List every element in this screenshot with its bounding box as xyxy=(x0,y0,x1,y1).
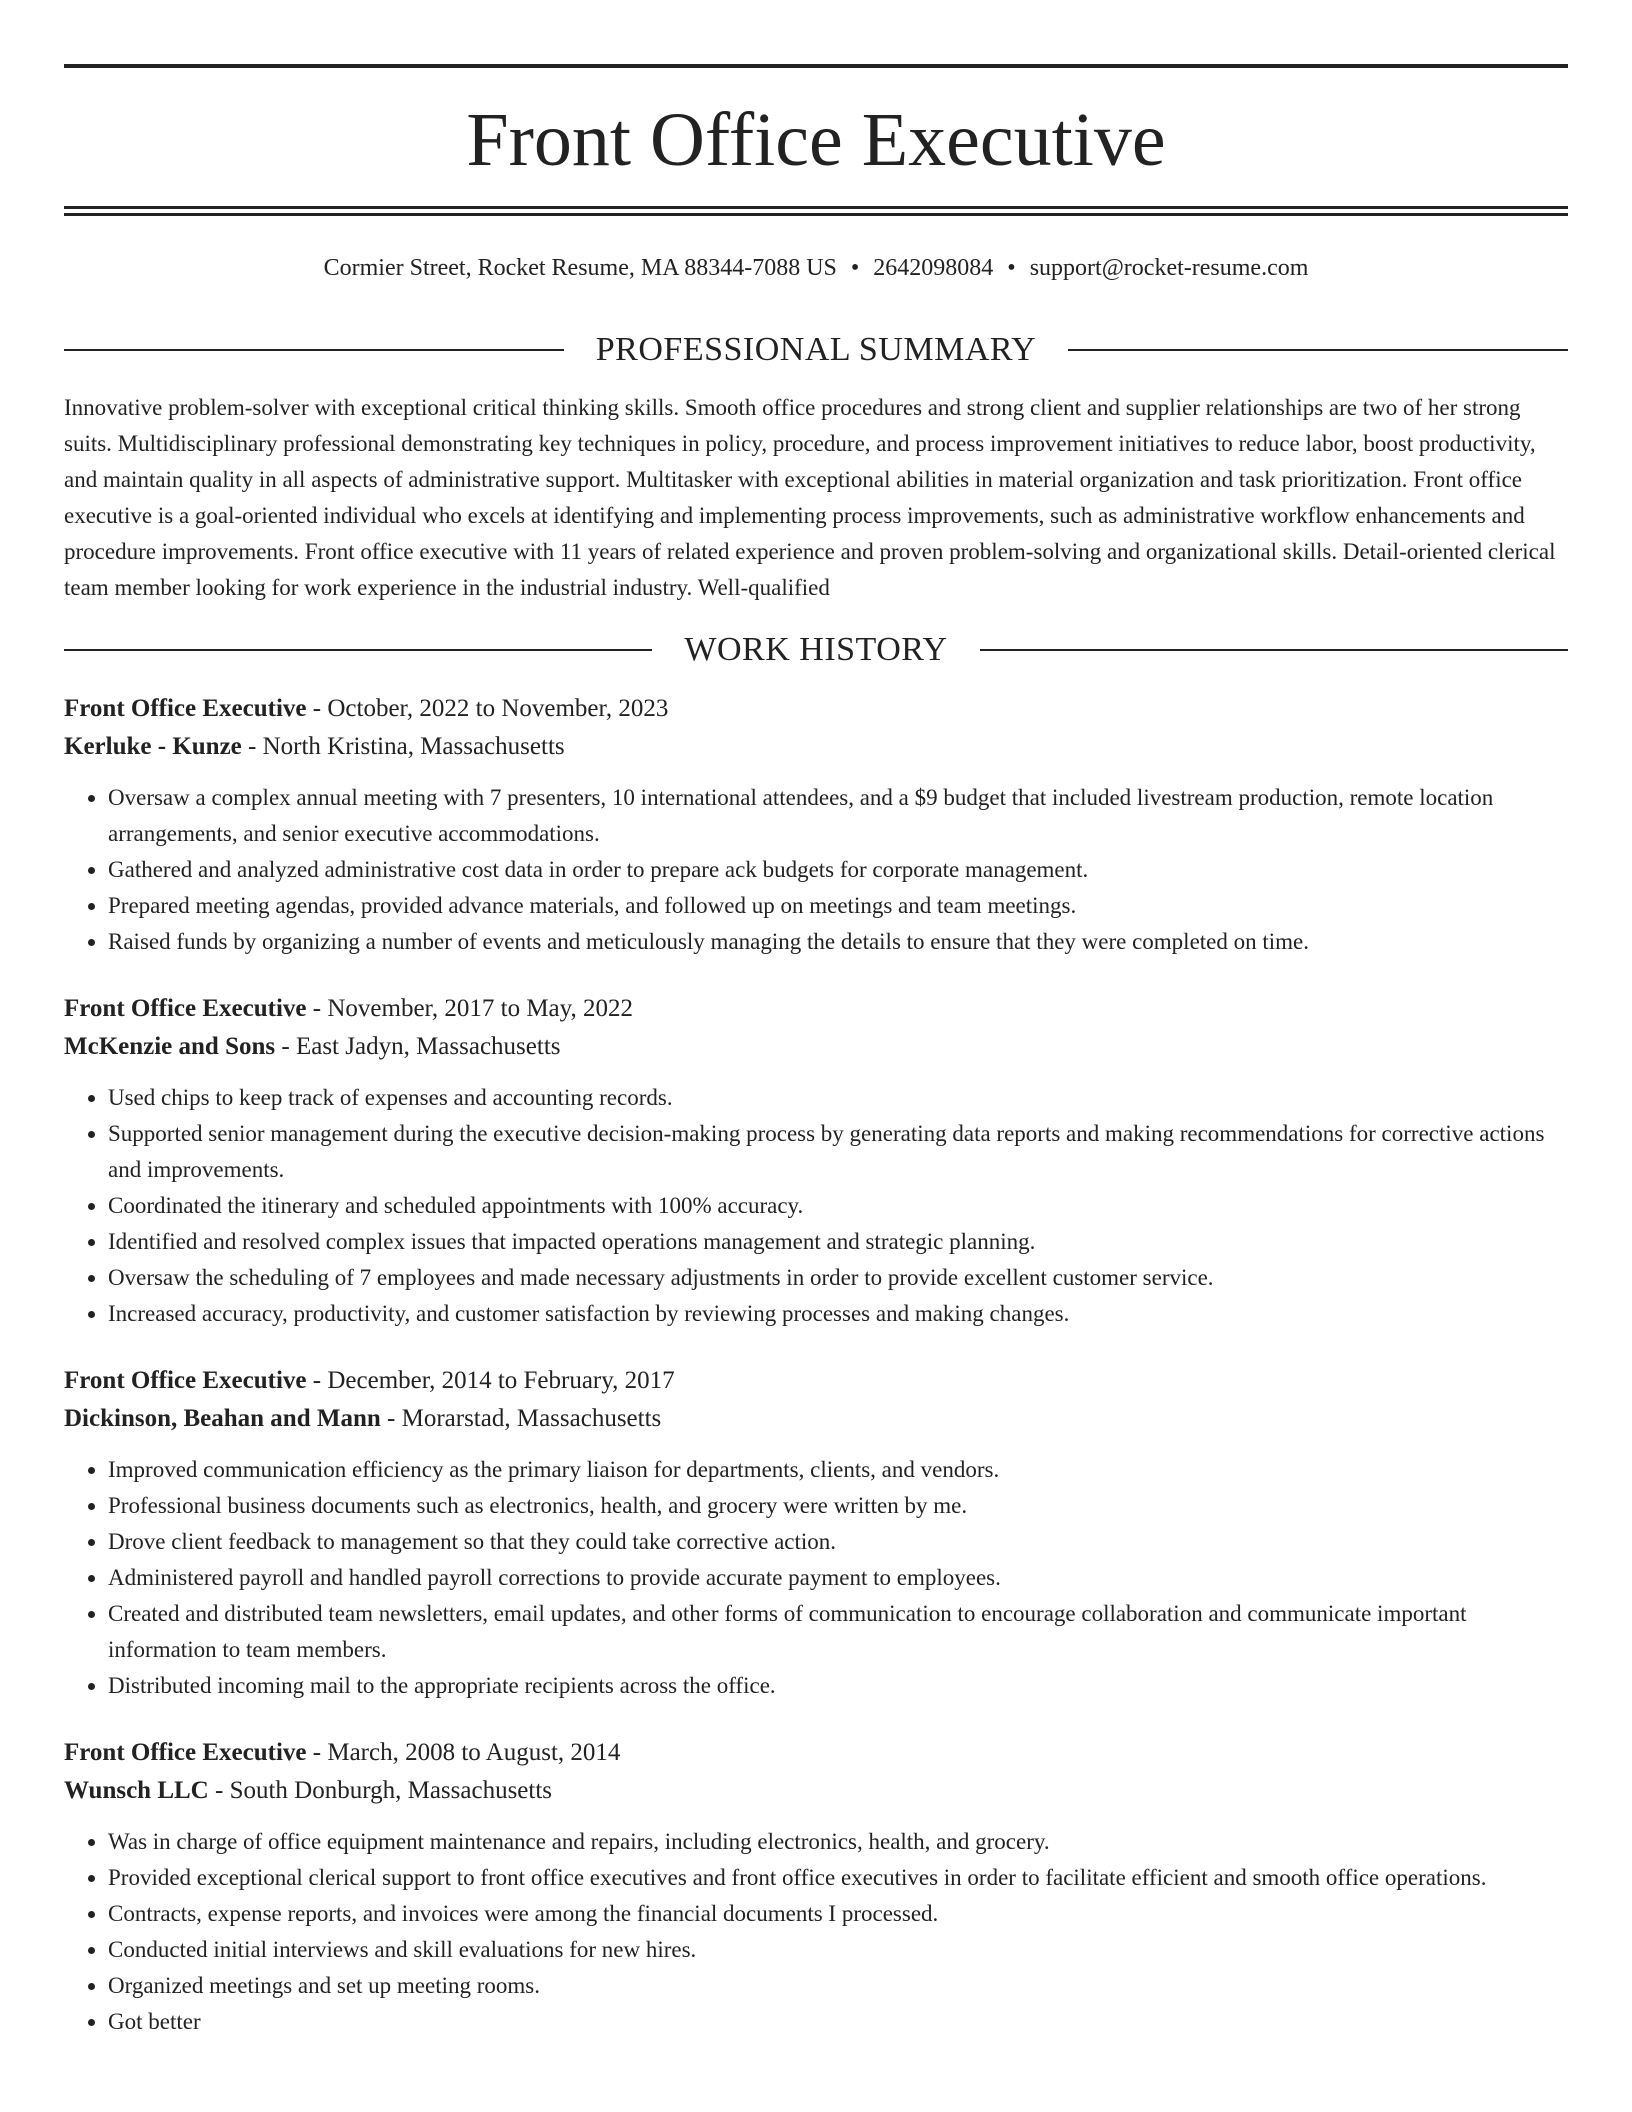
job-bullet: • Prepared meeting agendas, provided advance materials, and followed up on meetings and team meetings. xyxy=(108,888,1568,924)
job-bullet: • Administered payroll and handled payroll corrections to provide accurate payment to employees. xyxy=(108,1560,1568,1596)
job-bullet: • Drove client feedback to management so that they could take corrective action. xyxy=(108,1524,1568,1560)
job-company: Wunsch LLC xyxy=(64,1777,209,1804)
job-dates: - December, 2014 to February, 2017 xyxy=(306,1367,675,1394)
job-dates: - November, 2017 to May, 2022 xyxy=(306,995,634,1022)
job-bullet: • Supported senior management during the executive decision-making process by generating data reports and making recommendations for corrective actions and improvements. xyxy=(108,1116,1568,1188)
job-bullet: • Identified and resolved complex issues that impacted operations management and strategic planning. xyxy=(108,1224,1568,1260)
job-location: - North Kristina, Massachusetts xyxy=(241,733,565,760)
work-history-heading xyxy=(64,630,1568,670)
job-bullet: • Oversaw the scheduling of 7 employees and made necessary adjustments in order to provide excellent customer service. xyxy=(108,1260,1568,1296)
job-company: Kerluke - Kunze xyxy=(64,733,242,760)
job-entry xyxy=(64,1734,1568,2040)
summary-text: Innovative problem-solver with exceptional critical thinking skills. Smooth office procedures and strong client and supplier relationships are two of her strong suits. Multidisciplinary professional demonstrating key techniques in policy, procedure, and process improvement initiatives to reduce labor, boost productivity, and maintain quality in all aspects of administrative support. Multitasker with exceptional abilities in material organization and task prioritization. Front office executive is a goal-oriented individual who excels at identifying and implementing process improvements, such as administrative workflow enhancements and procedure improvements. Front office executive with 11 years of related experience and proven problem-solving and organizational skills. Detail-oriented clerical team member looking for work experience in the industrial industry. Well-qualified xyxy=(64,395,1556,600)
contact-separator: • xyxy=(1007,255,1016,281)
job-bullet: • Oversaw a complex annual meeting with 7 presenters, 10 international attendees, and a $9 budget that included livestream production, remote location arrangements, and senior executive accommodations. xyxy=(108,780,1568,852)
job-bullet: • Improved communication efficiency as the primary liaison for departments, clients, and vendors. xyxy=(108,1452,1568,1488)
job-entry xyxy=(64,990,1568,1332)
job-bullets xyxy=(64,1080,1568,1332)
heading-rule-left xyxy=(64,349,564,351)
job-bullet: • Increased accuracy, productivity, and customer satisfaction by reviewing processes and making changes. xyxy=(108,1296,1568,1332)
title-double-rule xyxy=(64,206,1568,216)
contact-phone: 2642098084 xyxy=(873,255,994,281)
job-bullet: • Used chips to keep track of expenses and accounting records. xyxy=(108,1080,1568,1116)
job-title: Front Office Executive xyxy=(64,1739,307,1766)
job-title: Front Office Executive xyxy=(64,1367,307,1394)
job-entry xyxy=(64,690,1568,960)
job-bullet: • Distributed incoming mail to the appropriate recipients across the office. xyxy=(108,1668,1568,1704)
summary-heading xyxy=(64,330,1568,370)
page-title: Front Office Executive xyxy=(466,98,1166,182)
job-bullet: • Created and distributed team newsletters, email updates, and other forms of communication to encourage collaboration and communicate important information to team members. xyxy=(108,1596,1568,1668)
job-location: - Morarstad, Massachusetts xyxy=(380,1405,662,1432)
contact-separator: • xyxy=(850,255,860,281)
job-bullet: • Organized meetings and set up meeting rooms. xyxy=(108,1968,1568,2004)
job-company: McKenzie and Sons xyxy=(64,1033,276,1060)
job-title-line xyxy=(64,690,1568,728)
job-company-line xyxy=(64,1772,1568,1810)
contact-address: Cormier Street, Rocket Resume, MA 88344-7088 US xyxy=(323,255,837,281)
job-title-line xyxy=(64,1362,1568,1400)
job-dates: - March, 2008 to August, 2014 xyxy=(306,1739,621,1766)
job-company-line xyxy=(64,1028,1568,1066)
heading-rule-right xyxy=(980,649,1568,651)
job-location: - East Jadyn, Massachusetts xyxy=(275,1033,561,1060)
job-bullet: • Provided exceptional clerical support to front office executives and front office executives in order to facilitate efficient and smooth office operations. xyxy=(108,1860,1568,1896)
heading-rule-left xyxy=(64,649,652,651)
job-bullets xyxy=(64,780,1568,960)
contact-line xyxy=(64,252,1568,284)
job-title: Front Office Executive xyxy=(64,695,307,722)
job-dates: - October, 2022 to November, 2023 xyxy=(306,695,669,722)
job-company-line xyxy=(64,728,1568,766)
job-entry xyxy=(64,1362,1568,1704)
job-bullet: • Conducted initial interviews and skill evaluations for new hires. xyxy=(108,1932,1568,1968)
job-bullets xyxy=(64,1452,1568,1704)
contact-email: support@rocket-resume.com xyxy=(1029,255,1309,281)
resume-page xyxy=(64,64,1568,2070)
work-history-heading-label: WORK HISTORY xyxy=(684,631,948,668)
job-bullet: • Was in charge of office equipment maintenance and repairs, including electronics, health, and grocery. xyxy=(108,1824,1568,1860)
job-company-line xyxy=(64,1400,1568,1438)
job-title-line xyxy=(64,990,1568,1028)
job-bullets xyxy=(64,1824,1568,2040)
job-title-line xyxy=(64,1734,1568,1772)
job-bullet: • Raised funds by organizing a number of events and meticulously managing the details to ensure that they were completed on time. xyxy=(108,924,1568,960)
job-bullet: • Gathered and analyzed administrative cost data in order to prepare ack budgets for corporate management. xyxy=(108,852,1568,888)
job-bullet: • Got better xyxy=(108,2004,1568,2040)
job-bullet: • Professional business documents such as electronics, health, and grocery were written by me. xyxy=(108,1488,1568,1524)
job-company: Dickinson, Beahan and Mann xyxy=(64,1405,381,1432)
job-title: Front Office Executive xyxy=(64,995,307,1022)
job-list xyxy=(64,690,1568,2040)
job-bullet: • Contracts, expense reports, and invoices were among the financial documents I processed. xyxy=(108,1896,1568,1932)
summary-heading-label: PROFESSIONAL SUMMARY xyxy=(595,331,1037,368)
heading-rule-right xyxy=(1068,349,1568,351)
job-bullet: • Coordinated the itinerary and scheduled appointments with 100% accuracy. xyxy=(108,1188,1568,1224)
job-location: - South Donburgh, Massachusetts xyxy=(208,1777,553,1804)
